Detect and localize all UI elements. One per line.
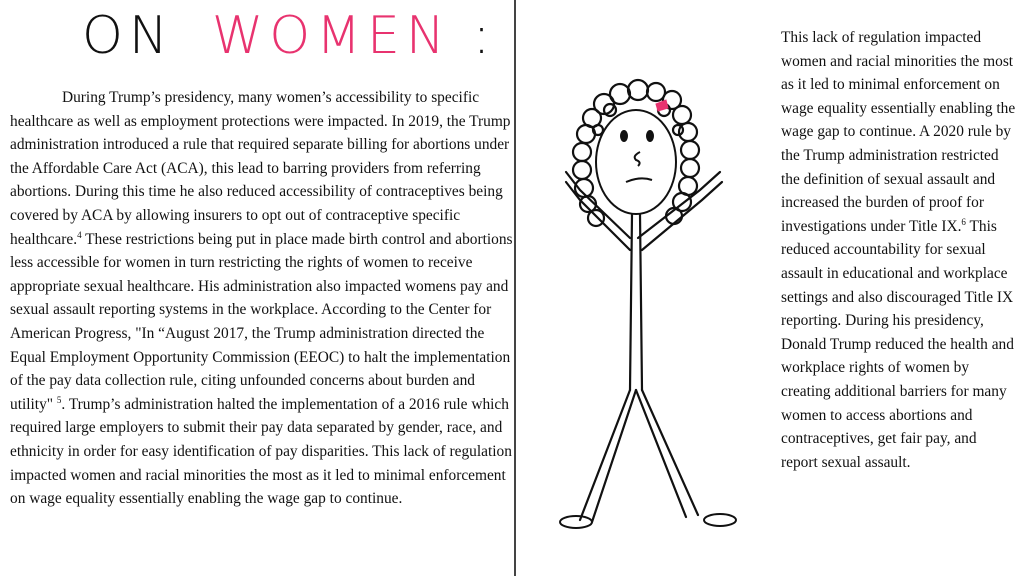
face [596, 110, 676, 214]
title-women: WOMEN [211, 6, 451, 66]
footnote-ref-5: 5 [56, 394, 62, 405]
right-column-text [781, 26, 1016, 474]
shoes [560, 514, 736, 528]
column-divider [514, 0, 516, 576]
title-on: ON [82, 6, 174, 66]
body [566, 172, 722, 522]
page-title [82, 6, 497, 80]
left-text-c: . Trump’s administration halted the implementation of a 2016 rule which required large employers to submit their pay data separated by gender, race, and ethnicity in order for easy identification of pay disparities. This lack of regulation impacted women and racial minorities the most as it led to minimal enforcement on wage equality essentially enabling the wage gap to continue. [10, 395, 512, 508]
left-column-text [10, 86, 513, 511]
footnote-ref-6: 6 [961, 216, 966, 227]
right-text-b: This reduced accountability for sexual assault in educational and workplace settings and also discouraged Title IX reporting. During his presidency, Donald Trump reduced the health and workplace rights of women by creating additional barriers for many women to access abortions and contraceptives, get fair pay, and report sexual assault. [781, 217, 1014, 471]
footnote-ref-4: 4 [77, 229, 82, 240]
left-text-b: These restrictions being put in place made birth control and abortions less accessible for women in turn restricting the rights of women to receive appropriate sexual healthcare. His administration also impacted womens pay and sexual assault reporting systems in the workplace. According to the Center for American Progress, "In “August 2017, the Trump administration directed the Equal Employment Opportunity Commission (EEOC) to halt the implementation of the pay data collection rule, citing unfounded concerns about burden and utility" [10, 230, 513, 413]
right-text-a: This lack of regulation impacted women and racial minorities the most as it led to minimal enforcement on wage equality essentially enabling the wage gap to continue. A 2020 rule by the Trump administration restricted the definition of sexual assault and increased the burden of proof for investigations under Title IX. [781, 29, 1016, 235]
title-colon: : [472, 6, 497, 66]
left-text-a: During Trump’s presidency, many women’s accessibility to specific healthcare as well as employment protections were impacted. In 2019, the Trump administration introduced a rule that required separate billing for abortions under the Affordable Care Act (ACA), this lead to barring providers from referring abortions. During this time he also reduced accessibility of contraceptives being covered by ACA by allowing insurers to opt out of contraceptive specific healthcare. [10, 89, 511, 248]
stick-figure-illustration [540, 70, 770, 540]
